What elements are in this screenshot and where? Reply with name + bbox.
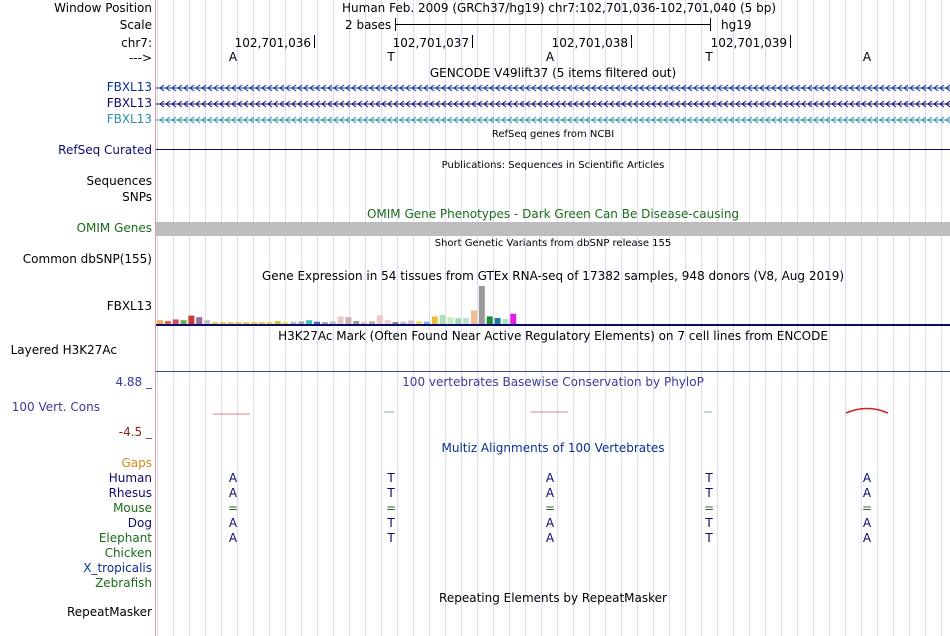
aligned-base: T: [387, 471, 395, 485]
gtex-tissue-bar: [440, 315, 446, 324]
aligned-base: =: [544, 501, 556, 515]
species-label[interactable]: Rhesus: [108, 486, 152, 500]
multiz-track-title: Multiz Alignments of 100 Vertebrates: [441, 441, 665, 455]
species-label[interactable]: Mouse: [113, 501, 152, 515]
gtex-tissue-bar: [243, 322, 249, 324]
species-label[interactable]: Gaps: [121, 456, 152, 470]
gtex-tissue-bar: [455, 318, 461, 324]
h3k27ac-track-label[interactable]: Layered H3K27Ac: [10, 343, 117, 357]
window-position-label: Window Position: [54, 1, 152, 15]
aligned-base: A: [862, 471, 872, 485]
gtex-tissue-bar: [393, 322, 399, 324]
gtex-tissue-bar: [298, 321, 304, 324]
aligned-base: T: [387, 516, 395, 530]
gtex-track-label[interactable]: FBXL13: [106, 299, 152, 313]
gtex-tissue-bar: [447, 317, 453, 324]
gtex-tissue-bar: [510, 314, 516, 324]
position-title: Human Feb. 2009 (GRCh37/hg19) chr7:102,701,036-102,701,040 (5 bp): [342, 1, 777, 15]
gtex-tissue-bar: [322, 322, 328, 324]
snps-track-label[interactable]: SNPs: [122, 190, 152, 204]
gtex-tissue-bar: [385, 320, 391, 324]
h3k27ac-baseline: [156, 371, 950, 372]
scale-bar-right-tick: [710, 18, 711, 31]
aligned-base: T: [705, 471, 713, 485]
aligned-base: A: [228, 531, 238, 545]
gtex-tissue-bar: [330, 321, 336, 324]
aligned-base: A: [228, 516, 238, 530]
h3k27ac-track-title: H3K27Ac Mark (Often Found Near Active Regulatory Elements) on 7 cell lines from ENCODE: [278, 329, 828, 343]
publications-track-title: Publications: Sequences in Scientific Articles: [441, 160, 665, 171]
gtex-tissue-bar: [353, 321, 359, 324]
gtex-tissue-bar: [173, 319, 179, 324]
assembly-label: hg19: [721, 18, 752, 32]
gtex-tissue-bar: [424, 322, 430, 324]
gtex-tissue-bar: [306, 320, 312, 324]
aligned-base: =: [703, 501, 715, 515]
gtex-tissue-bar: [479, 286, 485, 324]
ruler-tick: [631, 35, 632, 48]
gtex-tissue-bar: [408, 321, 414, 324]
gtex-tissue-bar: [188, 316, 194, 324]
gtex-tissue-bar: [196, 317, 202, 324]
species-label[interactable]: Zebrafish: [95, 576, 152, 590]
aligned-base: A: [545, 516, 555, 530]
gtex-tissue-bar: [495, 318, 501, 324]
aligned-base: T: [387, 531, 395, 545]
cons-min-label: -4.5 _: [118, 425, 152, 439]
scale-label: Scale: [119, 18, 152, 32]
gtex-tissue-bar: [361, 322, 367, 324]
gtex-tissue-bar: [369, 321, 375, 324]
scale-bar: [395, 24, 711, 25]
gtex-tissue-bar: [157, 320, 163, 324]
aligned-base: =: [227, 501, 239, 515]
species-label[interactable]: Dog: [127, 516, 152, 530]
gtex-tissue-bar: [432, 316, 438, 324]
aligned-base: A: [545, 531, 555, 545]
aligned-base: A: [862, 486, 872, 500]
gtex-tissue-bar: [267, 322, 273, 324]
gtex-tissue-bar: [212, 322, 218, 324]
gtex-tissue-bar: [275, 321, 281, 324]
gtex-tissue-bar: [338, 316, 344, 324]
reference-base: A: [862, 50, 872, 64]
gene-label-fbxl13-3[interactable]: FBXL13: [106, 112, 152, 126]
gtex-tissue-bar: [228, 322, 234, 324]
aligned-base: A: [545, 486, 555, 500]
gtex-baseline: [156, 324, 950, 326]
aligned-base: A: [862, 516, 872, 530]
reference-base: T: [705, 50, 713, 64]
aligned-base: A: [545, 471, 555, 485]
gtex-tissue-bar: [165, 321, 171, 324]
sequences-track-label[interactable]: Sequences: [86, 174, 152, 188]
gencode-track-title: GENCODE V49lift37 (5 items filtered out): [429, 66, 677, 80]
gtex-bar-chart[interactable]: [156, 284, 950, 326]
aligned-base: A: [862, 531, 872, 545]
ruler-coordinate: 102,701,038: [551, 36, 628, 50]
aligned-base: A: [228, 486, 238, 500]
aligned-base: T: [705, 486, 713, 500]
aligned-base: T: [387, 486, 395, 500]
dbsnp-track-title: Short Genetic Variants from dbSNP release 155: [434, 238, 672, 249]
ruler-coordinate: 102,701,036: [234, 36, 311, 50]
chrom-label: chr7:: [121, 36, 152, 50]
gtex-tissue-bar: [259, 322, 265, 324]
gtex-tissue-bar: [283, 322, 289, 324]
strand-label: --->: [128, 51, 152, 65]
gtex-tissue-bar: [204, 320, 210, 324]
reference-base: T: [387, 50, 395, 64]
gtex-tissue-bar: [314, 322, 320, 324]
gtex-tissue-bar: [236, 322, 242, 324]
species-label[interactable]: Chicken: [104, 546, 152, 560]
omim-gene-bar[interactable]: [156, 222, 950, 236]
ruler-coordinate: 102,701,039: [710, 36, 787, 50]
refseq-track-title: RefSeq genes from NCBI: [491, 129, 615, 140]
gtex-track-title: Gene Expression in 54 tissues from GTEx RNA-seq of 17382 samples, 948 donors (V8, Aug 2019): [261, 269, 845, 283]
reference-base: A: [545, 50, 555, 64]
ruler-tick: [472, 35, 473, 48]
gtex-tissue-bar: [463, 318, 469, 324]
refseq-track-label[interactable]: RefSeq Curated: [58, 143, 152, 157]
repeatmasker-track-label[interactable]: RepeatMasker: [66, 605, 152, 619]
track-label-column: [0, 0, 155, 636]
gtex-tissue-bar: [290, 322, 296, 324]
gtex-tissue-bar: [220, 322, 226, 324]
aligned-base: T: [705, 516, 713, 530]
cons-max-label: 4.88 _: [115, 375, 152, 389]
gtex-tissue-bar: [502, 319, 508, 324]
gtex-tissue-bar: [416, 321, 422, 324]
species-label[interactable]: Human: [108, 471, 152, 485]
aligned-base: A: [228, 471, 238, 485]
gtex-tissue-bar: [181, 320, 187, 324]
omim-track-label[interactable]: OMIM Genes: [76, 221, 152, 235]
gtex-tissue-bar: [471, 310, 477, 324]
cons-track-title: 100 vertebrates Basewise Conservation by PhyloP: [402, 375, 704, 389]
aligned-base: =: [385, 501, 397, 515]
dbsnp-track-label[interactable]: Common dbSNP(155): [22, 252, 152, 266]
repeatmasker-track-title: Repeating Elements by RepeatMasker: [439, 591, 667, 605]
gencode-gene-lines[interactable]: [156, 80, 950, 128]
omim-track-title: OMIM Gene Phenotypes - Dark Green Can Be Disease-causing: [366, 207, 740, 221]
gtex-tissue-bar: [251, 322, 257, 324]
gene-label-fbxl13-2[interactable]: FBXL13: [106, 96, 152, 110]
species-label[interactable]: Elephant: [98, 531, 152, 545]
cons-signal[interactable]: [156, 400, 950, 420]
gtex-tissue-bar: [487, 316, 493, 324]
gtex-tissue-bar: [345, 317, 351, 324]
gene-label-fbxl13-1[interactable]: FBXL13: [106, 80, 152, 94]
gtex-tissue-bar: [400, 322, 406, 324]
reference-base: A: [228, 50, 238, 64]
scale-bar-left-tick: [395, 18, 396, 31]
aligned-base: =: [861, 501, 873, 515]
ruler-tick: [314, 35, 315, 48]
scale-text: 2 bases: [345, 18, 392, 32]
refseq-gene-line[interactable]: [156, 149, 950, 150]
aligned-base: T: [705, 531, 713, 545]
ruler-coordinate: 102,701,037: [392, 36, 469, 50]
species-label[interactable]: X_tropicalis: [83, 561, 152, 575]
gtex-tissue-bar: [377, 315, 383, 324]
cons-track-label[interactable]: 100 Vert. Cons: [11, 400, 100, 414]
ruler-tick: [790, 35, 791, 48]
